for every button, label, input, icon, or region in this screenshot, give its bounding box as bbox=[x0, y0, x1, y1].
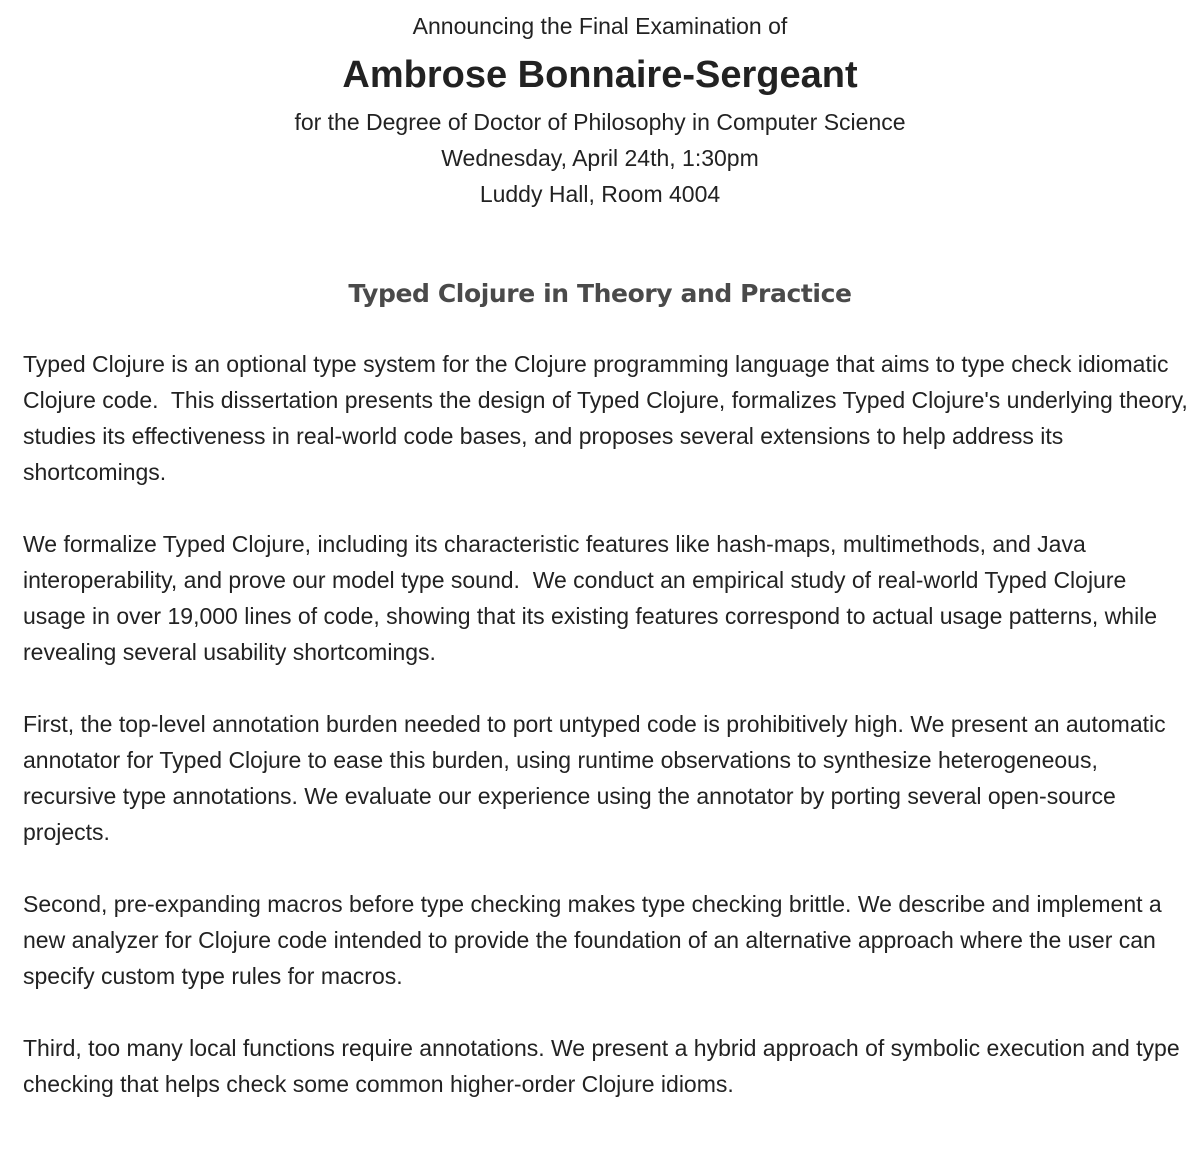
abstract-body bbox=[23, 346, 1195, 1102]
exam-datetime: Wednesday, April 24th, 1:30pm bbox=[441, 145, 759, 171]
announcement-line: Announcing the Final Examination of bbox=[412, 13, 788, 39]
degree-line: for the Degree of Doctor of Philosophy in Computer Science bbox=[294, 109, 906, 135]
exam-location: Luddy Hall, Room 4004 bbox=[479, 181, 721, 207]
abstract-paragraph-4: Second, pre-expanding macros before type checking makes type checking brittle. We describe and implement a new analyzer for Clojure code intended to provide the foundation of an alternative approach where the user can specify custom type rules for macros. bbox=[23, 891, 1169, 989]
abstract-paragraph-3: First, the top-level annotation burden needed to port untyped code is prohibitively high. We present an automatic annotator for Typed Clojure to ease this burden, using runtime observations to synthesize heterogeneous, recursive type annotations. We evaluate our experience using the annotator by porting several open-source projects. bbox=[23, 711, 1173, 845]
abstract-paragraph-2: We formalize Typed Clojure, including its characteristic features like hash-maps, multimethods, and Java interoperability, and prove our model type sound. We conduct an empirical study of real-world Typed Clojure usage in over 19,000 lines of code, showing that its existing features correspond to actual usage patterns, while revealing several usability shortcomings. bbox=[23, 531, 1164, 665]
announcement-header bbox=[0, 0, 1200, 212]
candidate-name: Ambrose Bonnaire-Sergeant bbox=[342, 54, 858, 96]
abstract-paragraph-5: Third, too many local functions require annotations. We present a hybrid approach of symbolic execution and type checking that helps check some common higher-order Clojure idioms. bbox=[23, 1035, 1187, 1097]
abstract-paragraph-1: Typed Clojure is an optional type system for the Clojure programming language that aims to type check idiomatic Clojure code. This dissertation presents the design of Typed Clojure, formalizes Typed Clojure's underlying theory, studies its effectiveness in real-world code bases, and proposes several extensions to help address its shortcomings. bbox=[23, 351, 1195, 485]
dissertation-title: Typed Clojure in Theory and Practice bbox=[348, 279, 852, 308]
